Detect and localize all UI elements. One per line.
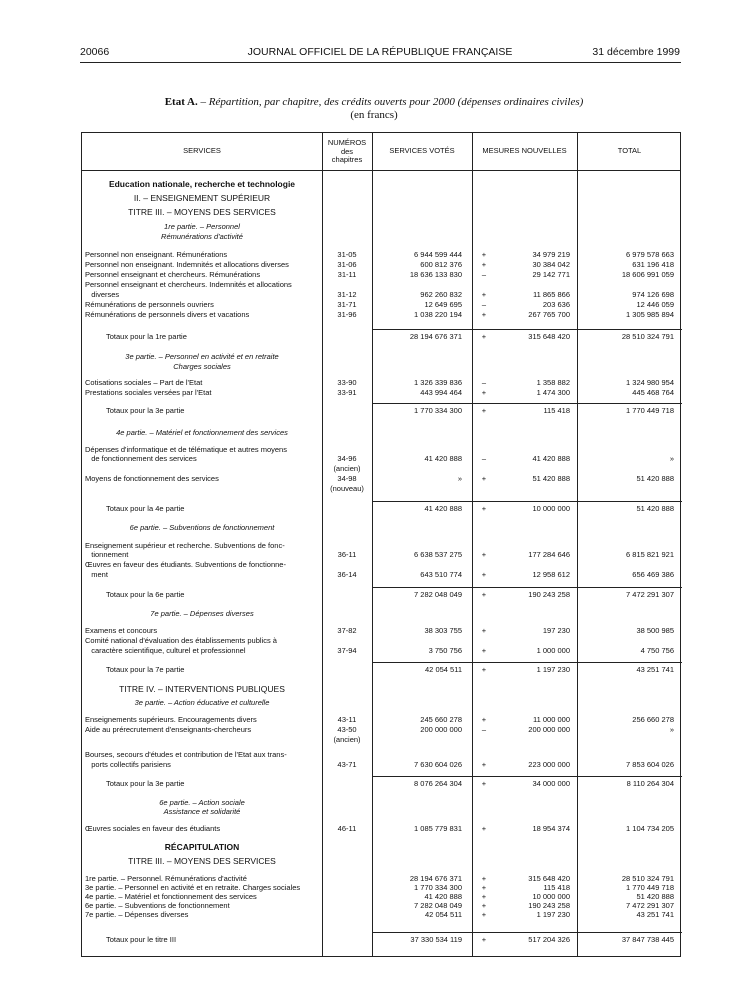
services-votes-value: 7 282 048 049	[414, 901, 462, 910]
col-header-numeros	[322, 139, 372, 165]
chapter-number: 31-12	[337, 290, 357, 299]
col-header-services: SERVICES	[183, 146, 221, 155]
services-votes-value: 7 282 048 049	[414, 590, 462, 599]
row-label: caractère scientifique, culturel et professionnel	[85, 646, 246, 655]
mesures-nouvelles-value: 200 000 000	[528, 725, 570, 734]
mesures-nouvelles-value: 11 000 000	[533, 715, 570, 724]
credits-table	[81, 132, 681, 957]
total-value: 445 468 764	[632, 388, 674, 397]
row-label: Examens et concours	[85, 626, 158, 635]
services-votes-value: 42 054 511	[425, 665, 462, 674]
col-divider	[472, 133, 473, 956]
mesures-sign: +	[481, 332, 487, 341]
total-value: 43 251 741	[636, 665, 674, 674]
section-heading: 6e partie. – Subventions de fonctionnement	[129, 523, 275, 532]
col-header-mesures: MESURES NOUVELLES	[482, 146, 567, 155]
total-value: 51 420 888	[636, 474, 674, 483]
services-votes-value: 962 260 832	[420, 290, 462, 299]
chapter-number: 37-82	[337, 626, 357, 635]
total-value: »	[669, 454, 674, 463]
mesures-sign: +	[481, 290, 487, 299]
services-votes-value: 18 636 133 830	[409, 270, 462, 279]
mesures-nouvelles-value: 1 358 882	[536, 378, 570, 387]
mesures-sign: +	[481, 406, 487, 415]
total-value: 656 469 386	[632, 570, 674, 579]
subtotal-rule	[372, 932, 682, 933]
total-value: 974 126 698	[632, 290, 674, 299]
chapter-number: 31-96	[337, 310, 357, 319]
chapter-number: 31-11	[337, 270, 357, 279]
services-votes-value: 1 770 334 300	[414, 883, 462, 892]
total-value: 1 104 734 205	[626, 824, 674, 833]
row-label: Rémunérations de personnels ouvriers	[85, 300, 214, 309]
total-value: 4 750 756	[640, 646, 674, 655]
chapter-number: 43-11	[337, 715, 357, 724]
mesures-nouvelles-value: 267 765 700	[528, 310, 570, 319]
document-title	[0, 96, 748, 108]
subtotal-rule	[372, 587, 682, 588]
row-label: Enseignement supérieur et recherche. Subventions de fonc-	[85, 541, 285, 550]
mesures-nouvelles-value: 10 000 000	[532, 892, 570, 901]
row-label: diverses	[85, 290, 120, 299]
chapter-number: (ancien)	[333, 464, 361, 473]
total-value: 43 251 741	[636, 910, 674, 919]
header-rule	[80, 62, 681, 63]
chapter-number: 34-96	[337, 454, 357, 463]
services-votes-value: 42 054 511	[425, 910, 462, 919]
subtotal-rule	[372, 501, 682, 502]
section-heading: 4e partie. – Matériel et fonctionnement des services	[116, 428, 288, 437]
col-header-numeros-line2: des	[340, 146, 354, 156]
section-heading: TITRE IV. – INTERVENTIONS PUBLIQUES	[119, 684, 285, 694]
mesures-nouvelles-value: 315 648 420	[528, 332, 570, 341]
services-votes-value: 41 420 888	[424, 504, 462, 513]
row-label: 7e partie. – Dépenses diverses	[85, 910, 189, 919]
subtotal-rule	[372, 776, 682, 777]
section-heading: Education nationale, recherche et technologie	[108, 179, 296, 189]
total-value: 6 979 578 663	[626, 250, 674, 259]
services-votes-value: 7 630 604 026	[414, 760, 462, 769]
mesures-sign: +	[481, 883, 487, 892]
mesures-sign: +	[481, 646, 487, 655]
mesures-sign: +	[481, 935, 487, 944]
mesures-sign: +	[481, 590, 487, 599]
chapter-number: 36-14	[337, 570, 357, 579]
services-votes-value: 600 812 376	[420, 260, 462, 269]
services-votes-value: 6 944 599 444	[414, 250, 462, 259]
chapter-number: 31-71	[337, 300, 357, 309]
mesures-sign: +	[481, 474, 487, 483]
chapter-number: (ancien)	[333, 735, 361, 744]
services-votes-value: 8 076 264 304	[414, 779, 462, 788]
mesures-sign: +	[481, 250, 487, 259]
services-votes-value: 245 660 278	[420, 715, 462, 724]
mesures-sign: +	[481, 779, 487, 788]
chapter-number: 33-91	[337, 388, 357, 397]
col-divider	[372, 133, 373, 956]
services-votes-value: 643 510 774	[420, 570, 462, 579]
chapter-number: 46-11	[337, 824, 357, 833]
total-value: »	[669, 725, 674, 734]
mesures-nouvelles-value: 29 142 771	[532, 270, 570, 279]
total-value: 38 500 985	[636, 626, 674, 635]
mesures-nouvelles-value: 190 243 258	[528, 901, 570, 910]
row-label: tionnement	[85, 550, 129, 559]
subtotal-label: Totaux pour la 4e partie	[106, 504, 185, 513]
total-value: 8 110 264 304	[626, 779, 674, 788]
row-label: 6e partie. – Subventions de fonctionnement	[85, 901, 230, 910]
col-header-numeros-line1: NUMÉROS	[327, 138, 367, 147]
total-value: 51 420 888	[636, 504, 674, 513]
mesures-sign: +	[481, 310, 487, 319]
mesures-nouvelles-value: 223 000 000	[528, 760, 570, 769]
chapter-number: 36-11	[337, 550, 357, 559]
row-label: ment	[85, 570, 108, 579]
row-label: Cotisations sociales – Part de l'Etat	[85, 378, 203, 387]
mesures-nouvelles-value: 18 954 374	[532, 824, 570, 833]
row-label: Moyens de fonctionnement des services	[85, 474, 219, 483]
services-votes-value: 1 085 779 831	[414, 824, 462, 833]
services-votes-value: 28 194 676 371	[409, 332, 462, 341]
col-header-numeros-line3: chapitres	[331, 155, 363, 164]
subtotal-label: Totaux pour la 3e partie	[106, 406, 185, 415]
mesures-sign: +	[481, 388, 487, 397]
mesures-sign: +	[481, 550, 487, 559]
row-label: de fonctionnement des services	[85, 454, 197, 463]
services-votes-value: 28 194 676 371	[409, 874, 462, 883]
total-value: 37 847 738 445	[621, 935, 674, 944]
mesures-nouvelles-value: 1 197 230	[536, 665, 570, 674]
row-label: Personnel enseignant et chercheurs. Rémunérations	[85, 270, 261, 279]
mesures-sign: –	[481, 725, 487, 734]
mesures-sign: –	[481, 378, 487, 387]
services-votes-value: »	[457, 474, 462, 483]
mesures-sign: +	[481, 260, 487, 269]
mesures-nouvelles-value: 1 474 300	[536, 388, 570, 397]
services-votes-value: 1 038 220 194	[414, 310, 462, 319]
total-value: 631 196 418	[632, 260, 674, 269]
row-label: Personnel enseignant et chercheurs. Indemnités et allocations	[85, 280, 292, 289]
section-heading: II. – ENSEIGNEMENT SUPÉRIEUR	[133, 193, 271, 203]
row-label: 4e partie. – Matériel et fonctionnement des services	[85, 892, 257, 901]
mesures-nouvelles-value: 203 636	[542, 300, 570, 309]
chapter-number: 31-05	[337, 250, 357, 259]
col-header-total: TOTAL	[617, 146, 642, 155]
section-heading: TITRE III. – MOYENS DES SERVICES	[128, 856, 276, 866]
mesures-nouvelles-value: 34 979 219	[532, 250, 570, 259]
row-label: Rémunérations de personnels divers et vacations	[85, 310, 250, 319]
total-value: 51 420 888	[636, 892, 674, 901]
mesures-sign: +	[481, 626, 487, 635]
chapter-number: 37-94	[337, 646, 357, 655]
mesures-sign: +	[481, 570, 487, 579]
mesures-sign: +	[481, 760, 487, 769]
section-heading: 7e partie. – Dépenses diverses	[150, 609, 254, 618]
mesures-nouvelles-value: 10 000 000	[532, 504, 570, 513]
total-value: 28 510 324 791	[621, 874, 674, 883]
chapter-number: (nouveau)	[330, 484, 364, 493]
header-bottom-rule	[82, 170, 680, 171]
section-heading: 3e partie. – Personnel en activité et en retraite	[125, 352, 279, 361]
mesures-sign: +	[481, 874, 487, 883]
mesures-nouvelles-value: 1 000 000	[536, 646, 570, 655]
chapter-number: 31-06	[337, 260, 357, 269]
services-votes-value: 1 326 339 836	[414, 378, 462, 387]
total-value: 18 606 991 059	[621, 270, 674, 279]
mesures-sign: +	[481, 824, 487, 833]
row-label: 3e partie. – Personnel en activité et en retraite. Charges sociales	[85, 883, 301, 892]
subtotal-label: Totaux pour la 6e partie	[106, 590, 185, 599]
services-votes-value: 3 750 756	[428, 646, 462, 655]
issue-date: 31 décembre 1999	[592, 46, 680, 58]
services-votes-value: 37 330 534 119	[410, 935, 462, 944]
chapter-number: 43-50	[337, 725, 357, 734]
total-value: 7 472 291 307	[626, 901, 674, 910]
row-label: ports collectifs parisiens	[85, 760, 171, 769]
total-value: 6 815 821 921	[626, 550, 674, 559]
row-label: Personnel non enseignant. Rémunérations	[85, 250, 228, 259]
subtotal-label: Totaux pour la 1re partie	[106, 332, 187, 341]
mesures-nouvelles-value: 41 420 888	[532, 454, 570, 463]
mesures-nouvelles-value: 11 865 866	[533, 290, 570, 299]
section-heading: 6e partie. – Action sociale	[159, 798, 245, 807]
chapter-number: 43-71	[337, 760, 357, 769]
mesures-nouvelles-value: 517 204 326	[528, 935, 570, 944]
total-value: 12 446 059	[636, 300, 674, 309]
journal-title: JOURNAL OFFICIEL DE LA RÉPUBLIQUE FRANÇAISE	[247, 46, 513, 58]
mesures-nouvelles-value: 30 384 042	[532, 260, 570, 269]
row-label: 1re partie. – Personnel. Rémunérations d'activité	[85, 874, 247, 883]
total-value: 7 853 604 026	[626, 760, 674, 769]
subtotal-rule	[372, 662, 682, 663]
services-votes-value: 200 000 000	[420, 725, 462, 734]
mesures-sign: –	[481, 454, 487, 463]
services-votes-value: 41 420 888	[424, 892, 462, 901]
row-label: Œuvres en faveur des étudiants. Subventions de fonctionne-	[85, 560, 286, 569]
section-heading: TITRE III. – MOYENS DES SERVICES	[128, 207, 276, 217]
row-label: Dépenses d'informatique et de télématique et autres moyens	[85, 445, 287, 454]
section-heading: Charges sociales	[173, 362, 231, 371]
subtotal-label: Totaux pour la 7e partie	[106, 665, 185, 674]
page-header	[80, 46, 680, 60]
services-votes-value: 41 420 888	[424, 454, 462, 463]
mesures-nouvelles-value: 12 958 612	[532, 570, 570, 579]
total-value: 1 305 985 894	[626, 310, 674, 319]
services-votes-value: 38 303 755	[424, 626, 462, 635]
total-value: 28 510 324 791	[621, 332, 674, 341]
chapter-number: 34-98	[337, 474, 357, 483]
services-votes-value: 443 994 464	[420, 388, 462, 397]
mesures-sign: +	[481, 901, 487, 910]
row-label: Personnel non enseignant. Indemnités et allocations diverses	[85, 260, 289, 269]
mesures-nouvelles-value: 115 418	[543, 883, 570, 892]
mesures-nouvelles-value: 190 243 258	[528, 590, 570, 599]
section-heading: Assistance et solidarité	[163, 807, 241, 816]
col-divider	[577, 133, 578, 956]
services-votes-value: 6 638 537 275	[414, 550, 462, 559]
mesures-nouvelles-value: 51 420 888	[532, 474, 570, 483]
total-value: 7 472 291 307	[626, 590, 674, 599]
title-text: – Répartition, par chapitre, des crédits ouverts pour 2000 (dépenses ordinaires civiles)	[197, 96, 584, 108]
mesures-sign: –	[481, 270, 487, 279]
row-label: Prestations sociales versées par l'Etat	[85, 388, 212, 397]
row-label: Aide au prérecrutement d'enseignants-chercheurs	[85, 725, 252, 734]
subtotal-label: Totaux pour le titre III	[106, 935, 177, 944]
page-number: 20066	[80, 46, 110, 58]
total-value: 1 770 449 718	[626, 883, 674, 892]
mesures-nouvelles-value: 177 284 646	[528, 550, 570, 559]
row-label: Œuvres sociales en faveur des étudiants	[85, 824, 221, 833]
subtotal-rule	[372, 403, 682, 404]
section-heading: 1re partie. – Personnel	[164, 222, 240, 231]
total-value: 1 770 449 718	[626, 406, 674, 415]
section-heading: Rémunérations d'activité	[161, 232, 243, 241]
mesures-sign: –	[481, 300, 487, 309]
mesures-nouvelles-value: 315 648 420	[528, 874, 570, 883]
mesures-sign: +	[481, 665, 487, 674]
mesures-sign: +	[481, 892, 487, 901]
services-votes-value: 12 649 695	[424, 300, 462, 309]
mesures-nouvelles-value: 1 197 230	[536, 910, 570, 919]
total-value: 1 324 980 954	[626, 378, 674, 387]
subtotal-label: Totaux pour la 3e partie	[106, 779, 185, 788]
col-header-votes: SERVICES VOTÉS	[389, 146, 455, 155]
row-label: Comité national d'évaluation des établissements publics à	[85, 636, 277, 645]
title-label: Etat A.	[164, 96, 198, 108]
chapter-number: 33-90	[337, 378, 357, 387]
mesures-nouvelles-value: 197 230	[542, 626, 570, 635]
row-label: Bourses, secours d'études et contribution de l'Etat aux trans-	[85, 750, 287, 759]
unit-note: (en francs)	[350, 109, 398, 121]
services-votes-value: 1 770 334 300	[414, 406, 462, 415]
subtotal-rule	[372, 329, 682, 330]
total-value: 256 660 278	[632, 715, 674, 724]
section-heading: RÉCAPITULATION	[164, 842, 240, 852]
section-heading: 3e partie. – Action éducative et culturelle	[134, 698, 270, 707]
mesures-nouvelles-value: 34 000 000	[532, 779, 570, 788]
mesures-sign: +	[481, 715, 487, 724]
row-label: Enseignements supérieurs. Encouragements divers	[85, 715, 257, 724]
mesures-sign: +	[481, 504, 487, 513]
mesures-nouvelles-value: 115 418	[543, 406, 570, 415]
mesures-sign: +	[481, 910, 487, 919]
